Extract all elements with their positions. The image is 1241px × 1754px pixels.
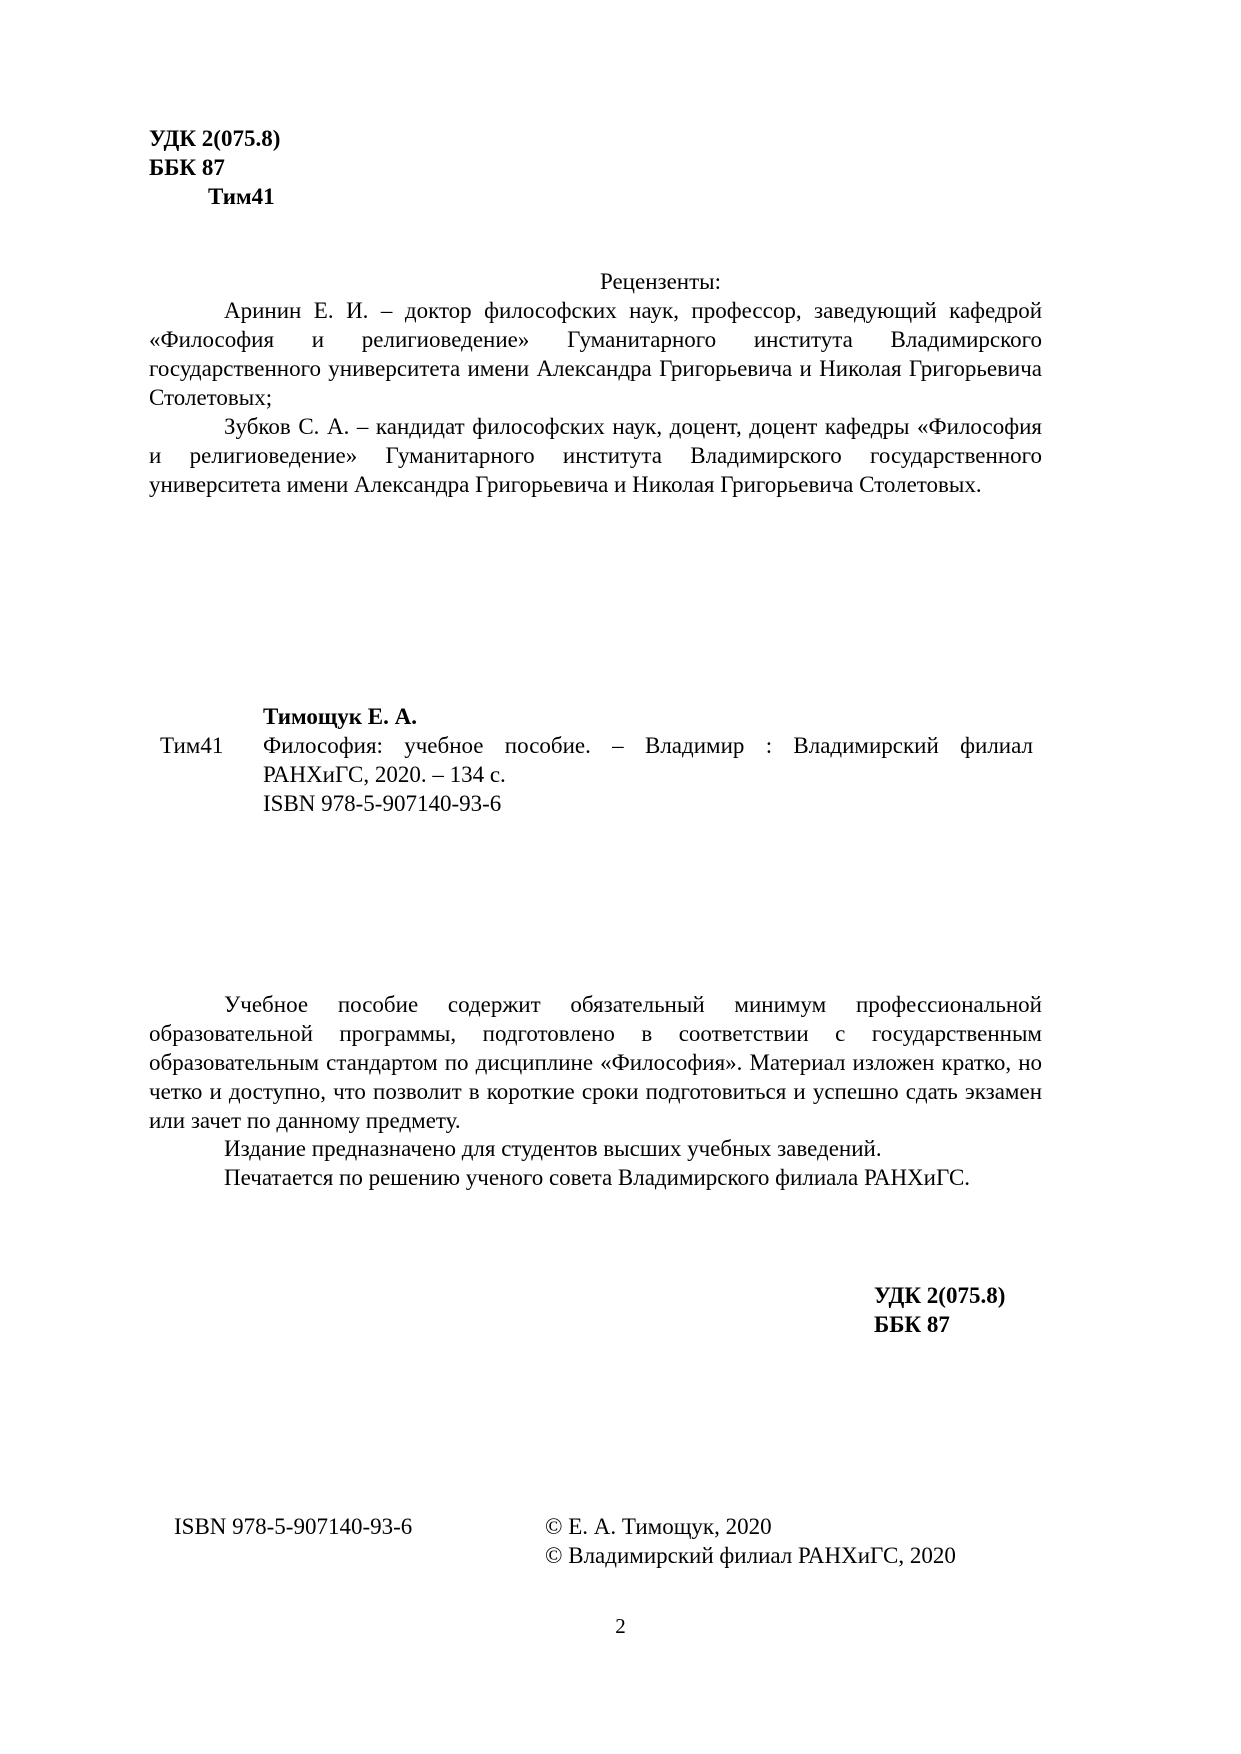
bib-author-mark: Тим41 xyxy=(160,733,224,758)
bib-description: Философия: учебное пособие. – Владимир : Владимирский филиал РАНХиГС, 2020. – 134 с. xyxy=(263,733,1033,787)
annotation-paragraph: Печатается по решению ученого совета Владимирского филиала РАНХиГС. xyxy=(224,1165,971,1190)
reviewer-entry: Аринин Е. И. – доктор философских наук, профессор, заведующий кафедрой «Философия и религиоведение» Гуманитарного института Владимирского государственного университета имени Александра Григорьевича и Николая Григорьевича Столетовых; xyxy=(149,298,1042,410)
copyright-line: © Е. А. Тимощук, 2020 xyxy=(545,1514,772,1539)
bbk-code-top: ББК 87 xyxy=(149,155,225,180)
udk-code-bottom: УДК 2(075.8) xyxy=(874,1283,1006,1308)
udk-code-top: УДК 2(075.8) xyxy=(149,126,281,151)
bib-author: Тимощук Е. А. xyxy=(263,704,418,729)
author-mark-top: Тим41 xyxy=(208,184,275,209)
bib-isbn: ISBN 978-5-907140-93-6 xyxy=(263,791,502,816)
reviewer-entry: Зубков С. А. – кандидат философских наук, доцент, доцент кафедры «Философия и религиоведение» Гуманитарного института Владимирского государственного университета имени Александра Григорьевича и Николая Григорьевича Столетовых. xyxy=(149,414,1042,497)
page-number: 2 xyxy=(615,1614,626,1638)
reviewers-heading: Рецензенты: xyxy=(599,269,722,294)
copyright-isbn: ISBN 978-5-907140-93-6 xyxy=(174,1514,413,1539)
copyright-line: © Владимирский филиал РАНХиГС, 2020 xyxy=(545,1543,956,1568)
annotation-paragraph: Издание предназначено для студентов высших учебных заведений. xyxy=(224,1136,882,1161)
bbk-code-bottom: ББК 87 xyxy=(874,1312,950,1337)
annotation-paragraph: Учебное пособие содержит обязательный минимум профессиональной образовательной программы, подготовлено в соответствии с государственным образовательным стандартом по дисциплине «Философия». Материал изложен кратко, но четко и доступно, что позволит в короткие сроки подготовиться и успешно сдать экзамен или зачет по данному предмету. xyxy=(149,992,1042,1133)
